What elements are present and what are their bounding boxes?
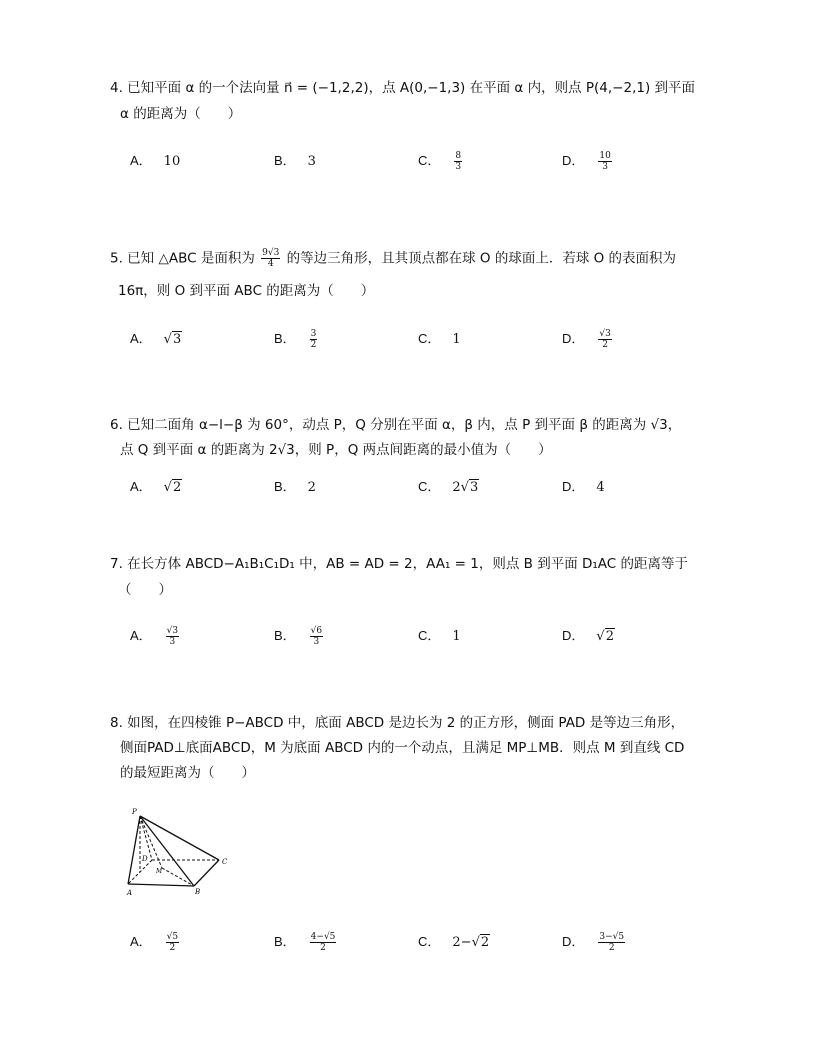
option-label: B． [274,934,296,949]
option-sqrt: √3 [163,332,182,347]
option-value: 2 [307,480,316,495]
option-label: C． [418,934,441,949]
label-a: A [127,889,133,897]
option-fraction [454,151,462,172]
fraction-numerator: 8 [455,151,462,161]
option-value: 3 [307,154,316,169]
fraction-numerator: 3 [310,329,317,339]
option-label: A． [130,153,152,168]
option-label: D． [562,331,585,346]
fraction-numerator: 4−√5 [310,932,336,942]
q7-option-c[interactable] [418,626,461,647]
q7-option-b[interactable] [274,626,325,647]
q5-stem-line2: 16π，则 O 到平面 ABC 的距离为（ ） [118,283,375,299]
q6-stem-line2: 点 Q 到平面 α 的距离为 2√3，则 P，Q 两点间距离的最小值为（ ） [120,442,552,458]
option-value: 1 [452,629,461,644]
q8-option-a[interactable] [130,932,181,953]
fraction-denominator: 3 [169,637,176,647]
q5-option-d[interactable] [562,329,614,350]
option-value: 4 [596,480,605,495]
q4-stem-line2: α 的距离为（ ） [120,106,242,122]
q8-stem-line1: 8. 如图，在四棱锥 P−ABCD 中，底面 ABCD 是边长为 2 的正方形，侧面 PAD 是等边三角形， [110,715,685,731]
q4-option-a[interactable] [130,151,180,172]
fraction-numerator: √3 [166,626,179,636]
q5-stem-part2: 的等边三角形，且其顶点都在球 O 的球面上．若球 O 的表面积为 [286,250,677,267]
option-value: 10 [163,154,181,169]
option-value: 1 [452,332,461,347]
q5-option-a[interactable] [130,329,182,350]
fraction-denominator: 4 [267,259,274,269]
option-label: C． [418,331,441,346]
q6-option-d[interactable] [562,477,605,498]
q5-option-b[interactable] [274,329,319,350]
option-fraction [310,626,323,647]
option-sqrt: √3 [460,480,479,495]
option-prefix: 2− [452,935,472,950]
option-label: B． [274,479,296,494]
sqrt-radicand: 3 [172,332,182,347]
fraction-denominator: 3 [602,162,608,172]
fraction-numerator: 10 [599,151,611,161]
pyramid-figure [118,802,238,898]
option-fraction [310,932,337,953]
option-label: C． [418,153,441,168]
q7-stem-line2: （ ） [118,582,172,598]
option-label: D． [562,934,585,949]
q5-stem-line1 [110,248,676,269]
fraction-numerator: 9√3 [262,248,280,258]
q4-stem-line1: 4. 已知平面 α 的一个法向量 n⃗ = (−1,2,2)，点 A(0,−1,3) 在平面 α 内，则点 P(4,−2,1) 到平面 [110,80,696,96]
option-label: B． [274,153,296,168]
option-fraction [598,932,625,953]
option-label: D． [562,153,585,168]
q7-option-d[interactable] [562,626,615,647]
q8-option-d[interactable] [562,932,627,953]
label-d: D [142,855,148,863]
fraction-denominator: 3 [313,637,320,647]
q8-stem-line3: 的最短距离为（ ） [120,765,255,781]
option-fraction [598,329,611,350]
q8-option-b[interactable] [274,932,338,953]
q5-stem-part1: 5. 已知 △ABC 是面积为 [110,250,255,267]
sqrt-radicand: 2 [480,935,490,950]
option-label: A． [130,934,152,949]
q8-option-c[interactable] [418,932,490,953]
option-label: B． [274,628,296,643]
option-fraction [166,932,179,953]
q7-option-a[interactable] [130,626,181,647]
q6-option-a[interactable] [130,477,182,498]
label-c: C [222,858,228,866]
sqrt-radicand: 3 [469,480,479,495]
option-label: B． [274,331,296,346]
option-fraction [598,151,611,172]
fraction-denominator: 2 [310,340,317,350]
q6-stem-line1: 6. 已知二面角 α−l−β 为 60°，动点 P，Q 分别在平面 α，β 内，点 P 到平面 β 的距离为 √3， [110,417,682,433]
sqrt-radicand: 2 [605,629,614,644]
option-sqrt: √2 [163,480,182,495]
label-p: P [132,808,137,816]
sqrt-radicand: 2 [172,480,182,495]
option-label: D． [562,479,585,494]
option-label: D． [562,628,585,643]
option-label: A． [130,479,152,494]
label-m: M [156,868,163,875]
fraction-denominator: 2 [169,943,176,953]
option-fraction [310,329,318,350]
fraction-denominator: 2 [608,943,615,953]
option-prefix: 2 [452,480,461,495]
q6-option-c[interactable] [418,477,479,498]
fraction-numerator: 3−√5 [599,932,625,942]
option-label: C． [418,628,441,643]
q8-stem-line2: 侧面PAD⊥底面ABCD，M 为底面 ABCD 内的一个动点，且满足 MP⊥MB．则点 M 到直线 CD [120,740,685,756]
label-b: B [195,888,201,896]
q5-area-fraction [261,248,280,269]
fraction-denominator: 3 [455,162,462,172]
q4-option-c[interactable] [418,151,464,172]
fraction-denominator: 2 [602,340,608,350]
fraction-numerator: √5 [166,932,179,942]
fraction-numerator: √3 [599,329,611,339]
q4-option-b[interactable] [274,151,316,172]
option-sqrt: √2 [471,935,490,950]
option-label: A． [130,331,152,346]
q6-option-b[interactable] [274,477,316,498]
option-sqrt: √2 [596,629,614,644]
q7-stem-line1: 7. 在长方体 ABCD−A₁B₁C₁D₁ 中，AB = AD = 2，AA₁ = 1，则点 B 到平面 D₁AC 的距离等于 [110,556,689,572]
option-fraction [166,626,179,647]
q4-option-d[interactable] [562,151,614,172]
option-label: C． [418,479,441,494]
fraction-denominator: 2 [320,943,326,953]
option-label: A． [130,628,152,643]
fraction-numerator: √6 [310,626,323,636]
q5-option-c[interactable] [418,329,461,350]
